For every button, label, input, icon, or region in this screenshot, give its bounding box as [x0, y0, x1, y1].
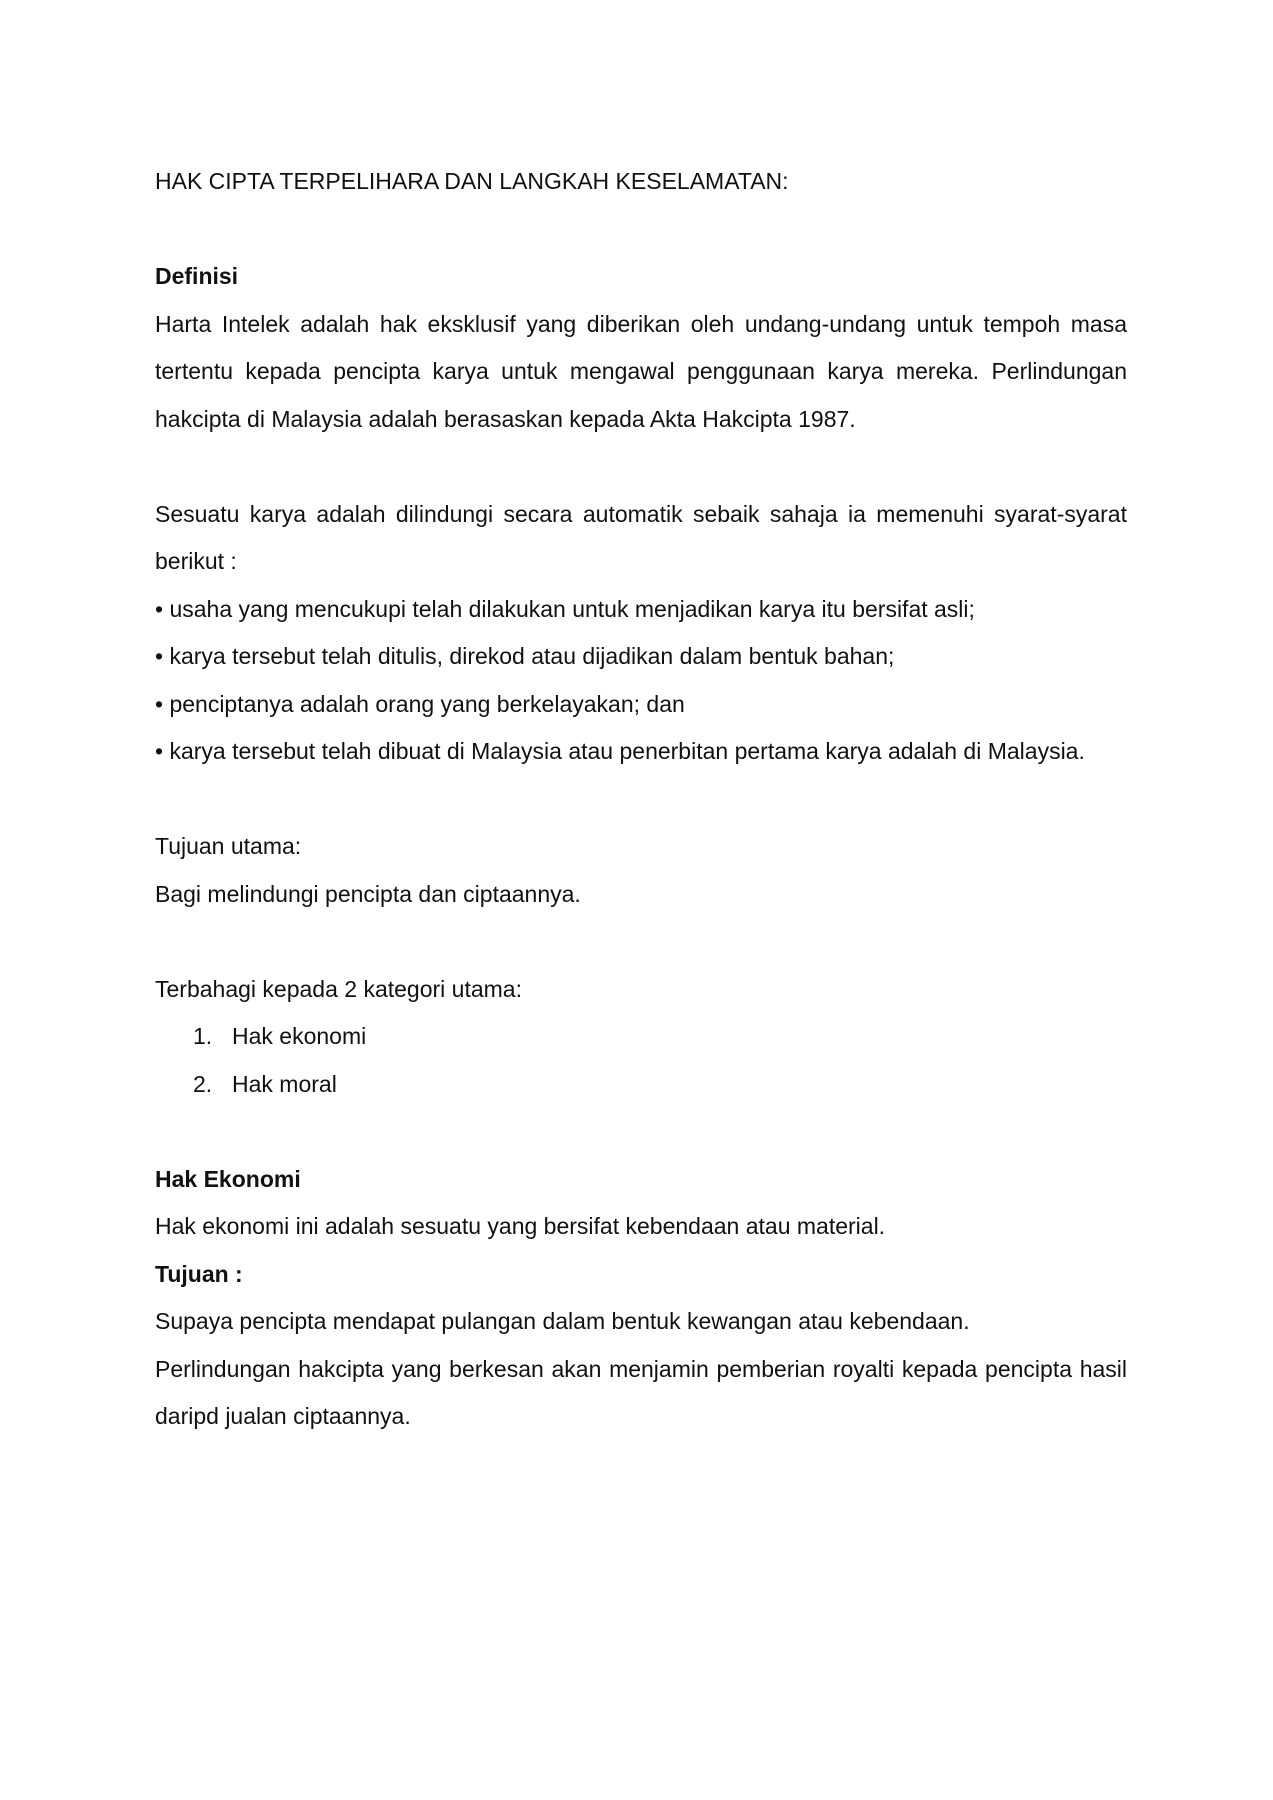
- list-item: [155, 1061, 1127, 1109]
- tujuan-heading: Tujuan :: [155, 1260, 243, 1287]
- kategori-intro: Terbahagi kepada 2 kategori utama:: [155, 975, 522, 1002]
- list-item-number: 2.: [193, 1070, 213, 1097]
- list-item: [155, 1013, 1127, 1061]
- spacer: [155, 1108, 1127, 1156]
- tujuan-utama-text: Bagi melindungi pencipta dan ciptaannya.: [155, 880, 581, 907]
- list-item-label: Hak moral: [232, 1070, 337, 1097]
- spacer: [155, 776, 1127, 824]
- document-title: HAK CIPTA TERPELIHARA DAN LANGKAH KESELAMATAN:: [155, 168, 789, 194]
- kategori-list: [155, 1013, 1127, 1108]
- list-item-number: 1.: [193, 1023, 213, 1049]
- tujuan-utama-label: Tujuan utama:: [155, 833, 302, 859]
- syarat-intro: Sesuatu karya adalah dilindungi secara automatik sebaik sahaja ia memenuhi syarat-syarat berikut :: [155, 500, 1127, 574]
- perlindungan-text: Perlindungan hakcipta yang berkesan akan menjamin pemberian royalti kepada pencipta hasil daripd jualan ciptaannya.: [155, 1355, 1127, 1429]
- document-page: [155, 158, 1127, 1441]
- definisi-heading: Definisi: [155, 263, 239, 289]
- hak-ekonomi-text: Hak ekonomi ini adalah sesuatu yang bersifat kebendaan atau material.: [155, 1213, 886, 1239]
- syarat-bullet-4: • karya tersebut telah dibuat di Malaysia atau penerbitan pertama karya adalah di Malaysia.: [155, 738, 1085, 764]
- hak-ekonomi-heading: Hak Ekonomi: [155, 1165, 301, 1192]
- definisi-paragraph: Harta Intelek adalah hak eksklusif yang diberikan oleh undang-undang untuk tempoh masa tertentu kepada pencipta karya untuk mengawal penggunaan karya mereka. Perlindungan hakcipta di Malaysia adalah berasaskan kepada Akta Hakcipta 1987.: [155, 310, 1127, 432]
- spacer: [155, 918, 1127, 966]
- list-item-label: Hak ekonomi: [232, 1023, 367, 1049]
- tujuan-text: Supaya pencipta mendapat pulangan dalam bentuk kewangan atau kebendaan.: [155, 1308, 970, 1334]
- spacer: [155, 206, 1127, 254]
- syarat-bullet-2: • karya tersebut telah ditulis, direkod atau dijadikan dalam bentuk bahan;: [155, 643, 895, 669]
- syarat-bullet-3: • penciptanya adalah orang yang berkelayakan; dan: [155, 690, 685, 717]
- spacer: [155, 443, 1127, 491]
- syarat-bullet-1: • usaha yang mencukupi telah dilakukan untuk menjadikan karya itu bersifat asli;: [155, 595, 975, 622]
